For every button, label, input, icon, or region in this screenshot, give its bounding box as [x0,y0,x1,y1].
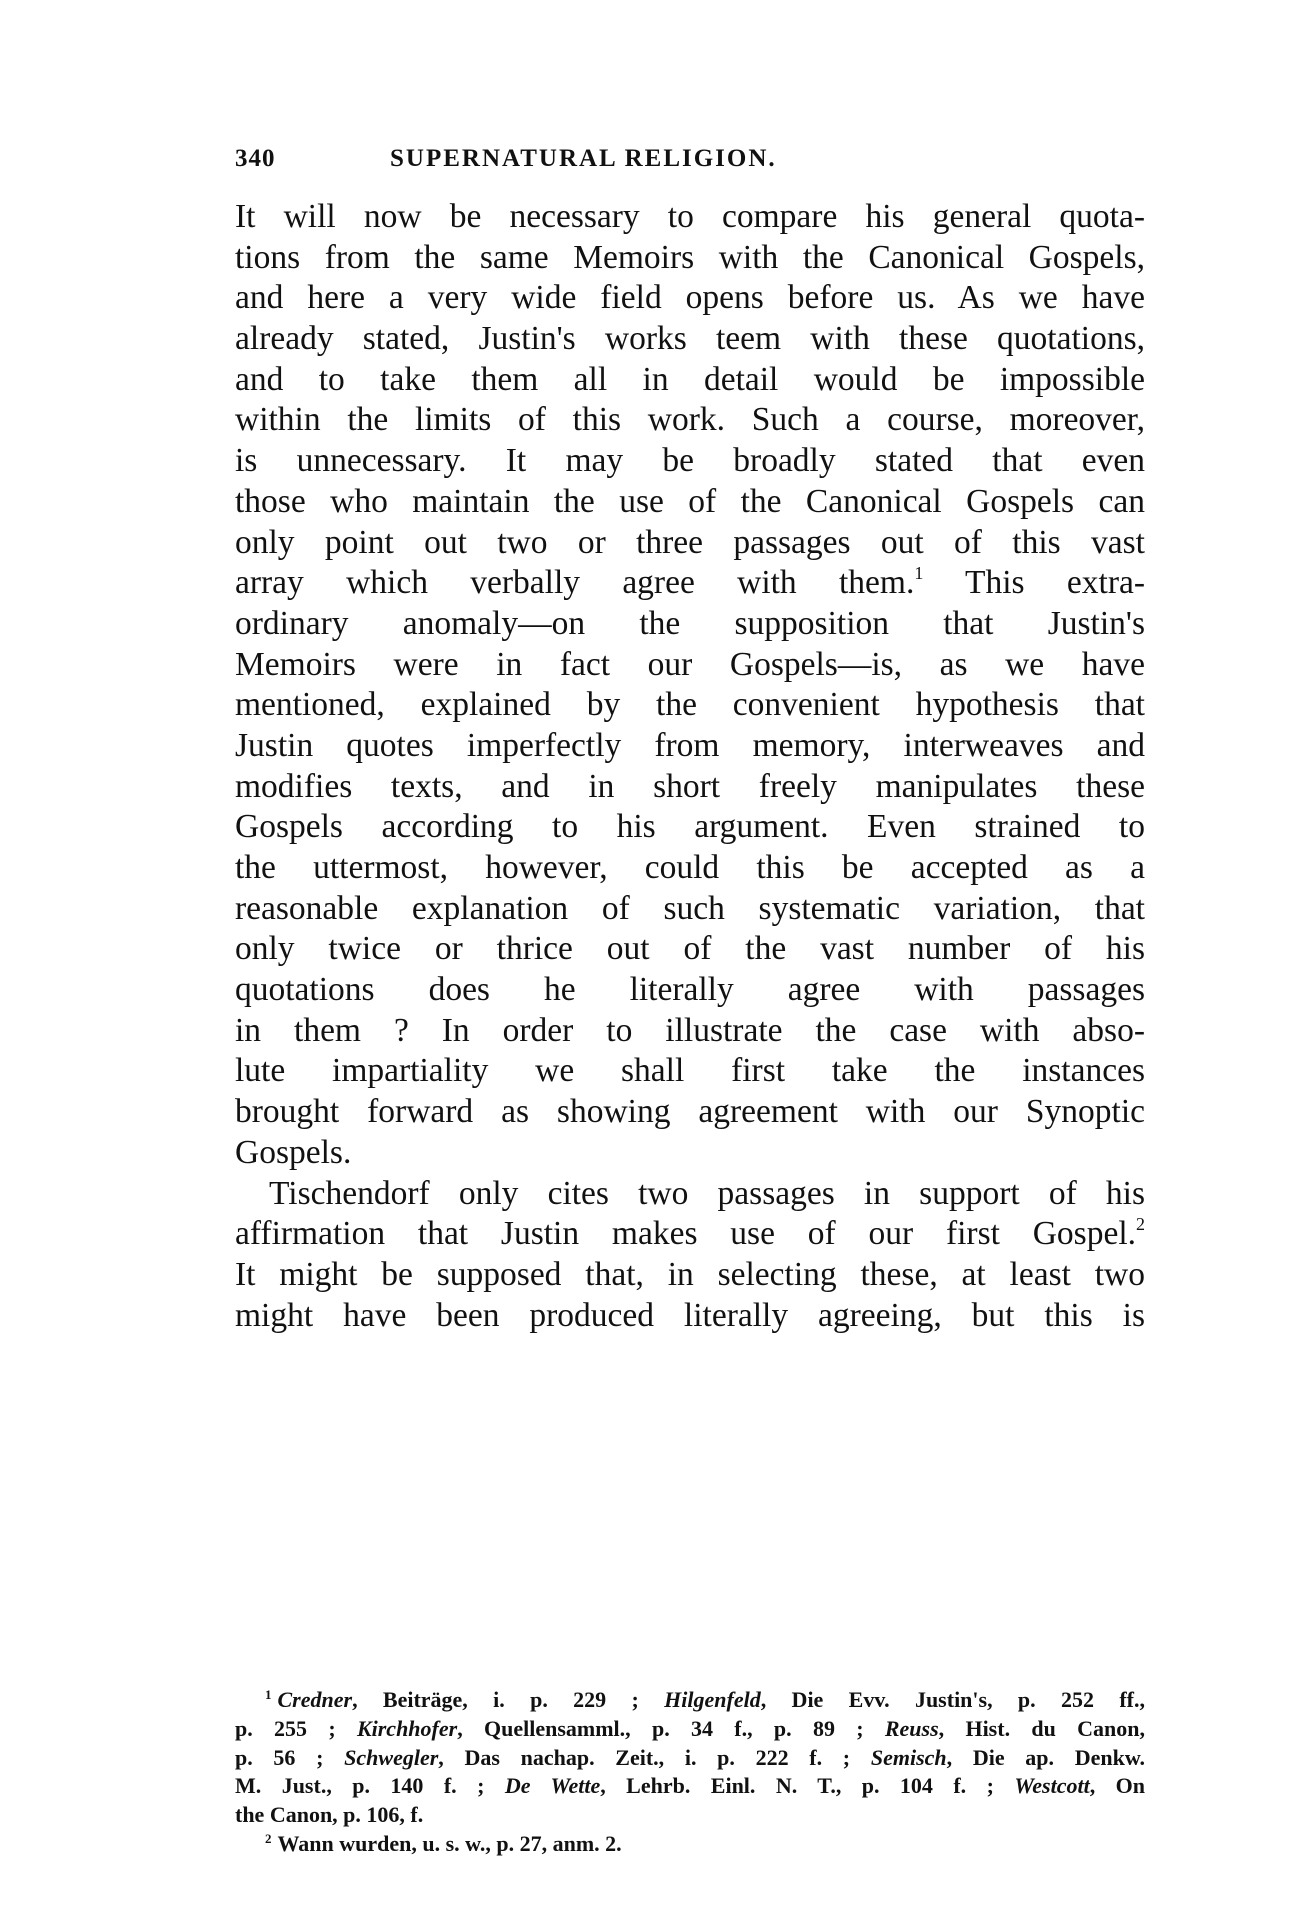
cited-author: Westcott [1014,1773,1090,1799]
page-number: 340 [235,145,276,172]
text-line: the uttermost, however, could this be accepted as a [235,849,1145,886]
text-line: Justin quotes imperfectly from memory, interweaves and [235,726,1145,764]
footnote-line: $^1$ Credner, Beiträge, i. p. 229 ; Hilgenfeld, Die Evv. Justin's, p. 252 ff., [265,1687,1145,1712]
footnote-2 [235,1830,1145,1859]
text-line: those who maintain the use of the Canonical Gospels can [235,482,1145,520]
footnote-ref-1[interactable]: 1 [914,563,924,584]
text-line: might have been produced literally agreeing, but this is [235,1296,1145,1334]
text-line: brought forward as showing agreement with our Synoptic [235,1093,1145,1131]
text-line: and to take them all in detail would be impossible [235,360,1145,398]
cited-author: Hilgenfeld [664,1687,761,1712]
footnote-line: $^2$ Wann wurden, u. s. w., p. 27, anm. 2. [265,1830,622,1856]
text-line: already stated, Justin's works teem with these quotations, [235,320,1145,358]
footnote-line: the Canon, p. 106, f. [235,1802,424,1828]
footnotes [235,1686,1145,1859]
cited-author: Reuss [884,1715,939,1741]
body-text [235,197,1145,1336]
text-line: Tischendorf only cites two passages in support of his [269,1174,1145,1212]
cited-author: De Wette [504,1773,601,1799]
text-line: and here a very wide field opens before us. As we have [235,279,1145,317]
paragraph-2 [235,1174,1145,1337]
footnote-ref-2[interactable]: 2 [1136,1214,1145,1235]
text-line: in them ? In order to illustrate the case with abso- [235,1011,1145,1049]
cited-author: Credner [277,1687,353,1712]
cited-author: Semisch [870,1744,947,1770]
text-line: It will now be necessary to compare his general quota- [235,198,1145,235]
text-line: mentioned, explained by the convenient hypothesis that [235,686,1145,724]
footnote-marker: 1 [265,1687,272,1702]
text-line: affirmation that Justin makes use of our first Gospel.$^2$ [235,1214,1145,1253]
text-line: Gospels according to his argument. Even strained to [235,808,1145,846]
footnote-marker: 2 [265,1830,272,1846]
footnote-1 [235,1686,1145,1830]
running-head [235,145,1145,185]
text-line: tions from the same Memoirs with the Canonical Gospels, [235,238,1145,276]
text-line: It might be supposed that, in selecting these, at least two [235,1255,1145,1293]
text-line: reasonable explanation of such systematic variation, that [235,889,1145,927]
text-line: only twice or thrice out of the vast number of his [235,930,1145,968]
text-line: is unnecessary. It may be broadly stated that even [235,442,1145,480]
text-line: quotations does he literally agree with passages [235,971,1145,1009]
text-line: Memoirs were in fact our Gospels—is, as we have [235,645,1145,683]
text-line: ordinary anomaly—on the supposition that Justin's [235,604,1145,642]
footnote-line: p. 255 ; Kirchhofer, Quellensamml., p. 34 f., p. 89 ; Reuss, Hist. du Canon, [235,1715,1145,1741]
text-line: within the limits of this work. Such a course, moreover, [235,401,1145,439]
running-title: SUPERNATURAL RELIGION. [390,145,777,172]
cited-author: Schwegler [344,1744,439,1770]
text-line: array which verbally agree with them.$^1$ This extra- [235,563,1145,602]
text-line: lute impartiality we shall first take the instances [235,1052,1145,1090]
text-line: only point out two or three passages out of this vast [235,523,1145,561]
footnote-line: M. Just., p. 140 f. ; De Wette, Lehrb. Einl. N. T., p. 104 f. ; Westcott, On [235,1773,1145,1799]
cited-author: Kirchhofer [356,1715,458,1741]
footnote-line: p. 56 ; Schwegler, Das nachap. Zeit., i. p. 222 f. ; Semisch, Die ap. Denkw. [235,1744,1146,1770]
text-line: Gospels. [235,1133,352,1171]
text-line: modifies texts, and in short freely manipulates these [235,767,1145,805]
paragraph-1 [235,197,1145,1174]
